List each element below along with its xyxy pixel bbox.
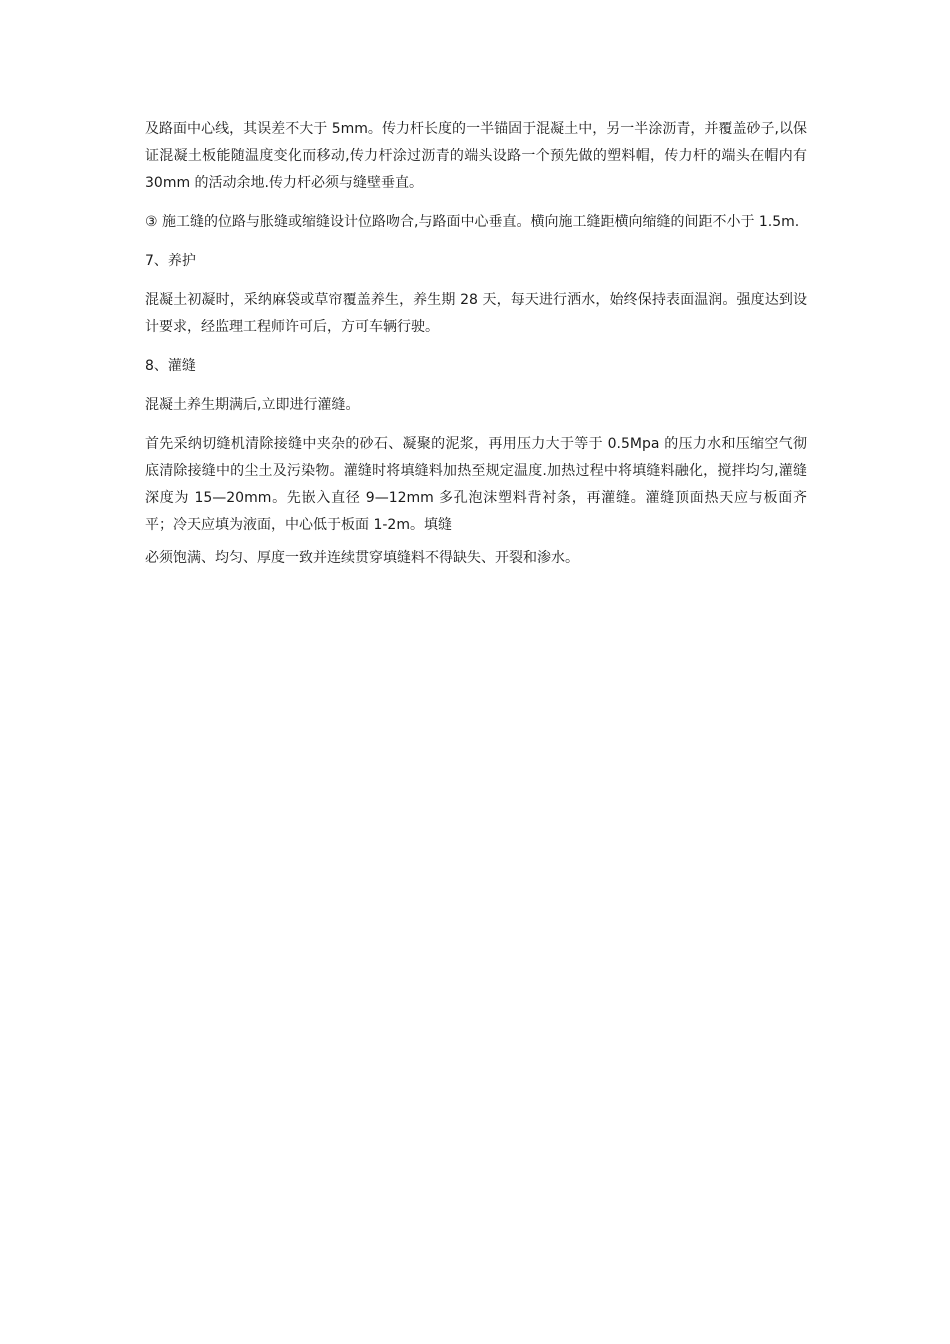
paragraph-joint-sealing-requirements: 必须饱满、均匀、厚度一致并连续贯穿填缝料不得缺失、开裂和渗水。	[145, 550, 579, 566]
document-body	[145, 116, 807, 584]
paragraph-construction-joint: ③ 施工缝的位路与胀缝或缩缝设计位路吻合,与路面中心垂直。横向施工缝距横向缩缝的间距不小于 1.5m.	[145, 214, 800, 230]
paragraph-joint-sealing-intro: 混凝土养生期满后,立即进行灌缝。	[145, 397, 360, 413]
paragraph-curing: 混凝土初凝时，采纳麻袋或草帘覆盖养生，养生期 28 天，每天进行洒水，始终保持表面温润。强度达到设计要求，经监理工程师许可后，方可车辆行驶。	[145, 292, 807, 335]
paragraph-joint-sealing-procedure: 首先采纳切缝机清除接缝中夹杂的砂石、凝聚的泥浆，再用压力大于等于 0.5Mpa 的压力水和压缩空气彻底清除接缝中的尘土及污染物。灌缝时将填缝料加热至规定温度.加热过程中将填缝料融化，搅拌均匀,灌缝深度为 15—20mm。先嵌入直径 9—12mm 多孔泡沫塑料背衬条，再灌缝。灌缝顶面热天应与板面齐平；冷天应填为液面，中心低于板面 1-2m。填缝	[145, 436, 807, 533]
section-heading-joint-sealing: 8、灌缝	[145, 358, 196, 374]
paragraph-dowel-bars: 及路面中心线，其误差不大于 5mm。传力杆长度的一半锚固于混凝土中，另一半涂沥青，并覆盖砂子,以保证混凝土板能随温度变化而移动,传力杆涂过沥青的端头设路一个预先做的塑料帽，传力杆的端头在帽内有 30mm 的活动余地.传力杆必须与缝壁垂直。	[145, 121, 807, 191]
section-heading-curing: 7、养护	[145, 253, 196, 269]
